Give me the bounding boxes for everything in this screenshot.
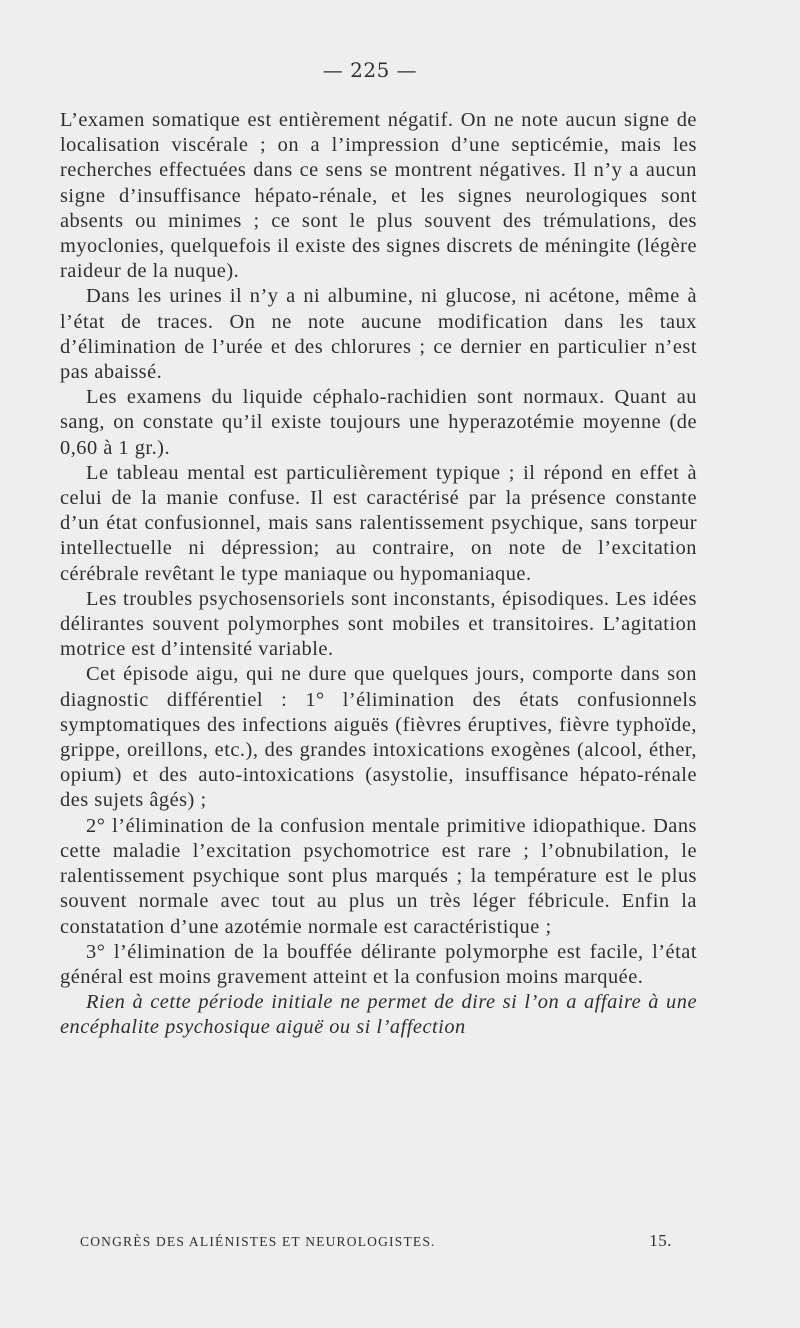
page-footer — [80, 1231, 672, 1254]
paragraph-tableau-mental: Le tableau mental est particulièrement typique ; il répond en effet à celui de la manie confuse. Il est caractérisé par la présence constante d’un état confusionnel, mais sans ralentissement psychique, sans torpeur intellectuelle ni dépression; au contraire, on note de l’excitation cérébrale revêtant le type maniaque ou hypomaniaque. — [60, 461, 697, 585]
paragraph-urines: Dans les urines il n’y a ni albumine, ni glucose, ni acétone, même à l’état de traces. On ne note aucune modification dans les taux d’élimination de l’urée et des chlorures ; ce dernier en particulier n’est pas abaissé. — [60, 285, 697, 384]
page-number: — 225 — — [322, 58, 418, 82]
paragraph-bouffee-delirante: 3° l’élimination de la bouffée délirante polymorphe est facile, l’état général est moins gravement atteint et la confusion moins marquée. — [60, 940, 697, 988]
paragraph-periode-initiale: Rien à cette période initiale ne permet de dire si l’on a affaire à une encéphalite psychosique aiguë ou si l’affection — [60, 991, 697, 1039]
paragraph-examen-somatique: L’examen somatique est entièrement négatif. On ne note aucun signe de localisation viscérale ; on a l’impression d’une septicémie, mais les recherches effectuées dans ce sens se montrent négatives. Il n’y a aucun signe d’insuffisance hépato-rénale, et les signes neurologiques sont absents ou minimes ; ce sont le plus souvent des trémulations, des myoclonies, quelquefois il existe des signes discrets de méningite (légère raideur de la nuque). — [60, 109, 697, 283]
footer-publication-title: CONGRÈS DES ALIÉNISTES ET NEUROLOGISTES. — [80, 1234, 436, 1249]
paragraph-liquide-cephalo-rachidien: Les examens du liquide céphalo-rachidien sont normaux. Quant au sang, on constate qu’il existe toujours une hyperazotémie moyenne (de 0,60 à 1 gr.). — [60, 386, 697, 459]
footer-signature-mark: 15. — [649, 1231, 672, 1250]
paragraph-troubles-psychosensoriels: Les troubles psychosensoriels sont inconstants, épisodiques. Les idées délirantes souvent polymorphes sont mobiles et transitoires. L’agitation motrice est d’intensité variable. — [60, 587, 697, 661]
page-body — [60, 108, 697, 1041]
paragraph-confusion-mentale: 2° l’élimination de la confusion mentale primitive idiopathique. Dans cette maladie l’excitation psychomotrice est rare ; l’obnubilation, le ralentissement psychique sont plus marqués ; la température est le plus souvent normale avec tout au plus un très léger fébricule. Enfin la constatation d’une azotémie normale est caractéristique ; — [60, 814, 697, 938]
paragraph-episode-aigu: Cet épisode aigu, qui ne dure que quelques jours, comporte dans son diagnostic différentiel : 1° l’élimination des états confusionnels symptomatiques des infections aiguës (fièvres éruptives, fièvre typhoïde, grippe, oreillons, etc.), des grandes intoxications exogènes (alcool, éther, opium) et des auto-intoxications (asystolie, insuffisance hépato-rénale des sujets âgés) ; — [60, 663, 697, 812]
